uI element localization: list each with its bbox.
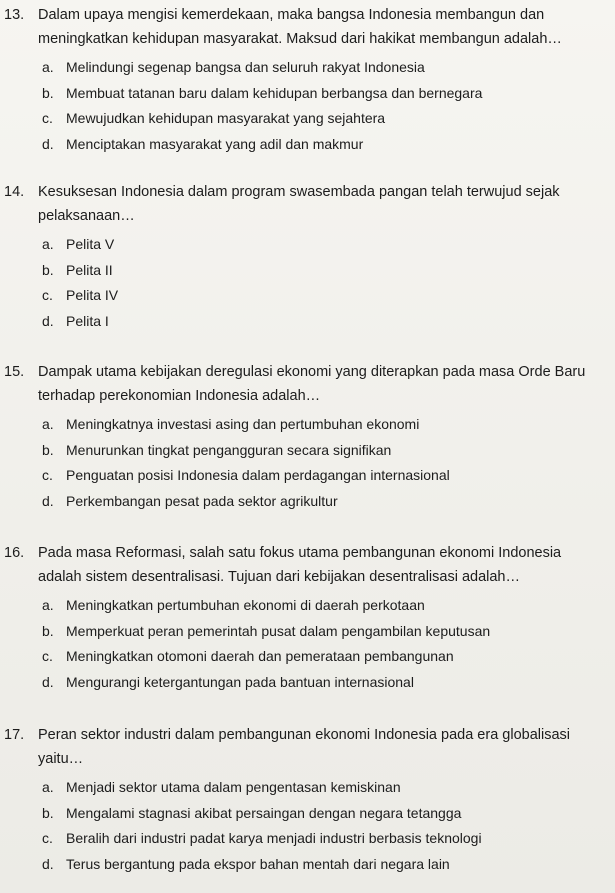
question-number: 16. xyxy=(4,545,25,561)
option-text: Pelita IV xyxy=(66,287,119,303)
answer-option-a[interactable] xyxy=(0,232,615,258)
question-13 xyxy=(0,3,615,157)
option-text: Membuat tatanan baru dalam kehidupan berbangsa dan bernegara xyxy=(66,84,483,101)
answer-option-c[interactable] xyxy=(0,463,615,489)
option-text: Menjadi sektor utama dalam pengentasan kemiskinan xyxy=(66,779,401,795)
answer-option-d[interactable] xyxy=(0,852,615,878)
question-text-line: Dalam upaya mengisi kemerdekaan, maka bangsa Indonesia membangun dan xyxy=(38,7,545,23)
question-text-line: Dampak utama kebijakan deregulasi ekonomi yang diterapkan pada masa Orde Baru xyxy=(38,364,586,380)
answer-options xyxy=(0,412,615,514)
option-text: Meningkatkan otomoni daerah dan pemerataan pembangunan xyxy=(66,648,454,664)
question-14 xyxy=(0,180,615,334)
option-text: Beralih dari industri padat karya menjadi industri berbasis teknologi xyxy=(66,830,482,846)
option-text: Pelita I xyxy=(66,312,109,329)
question-number: 15. xyxy=(4,364,25,380)
option-letter: a. xyxy=(42,59,54,75)
question-16 xyxy=(0,541,615,695)
option-letter: b. xyxy=(42,441,54,458)
answer-option-d[interactable] xyxy=(0,309,615,335)
question-stem xyxy=(0,723,615,771)
question-text-line: Pada masa Reformasi, salah satu fokus utama pembangunan ekonomi Indonesia xyxy=(38,545,562,561)
option-letter: a. xyxy=(42,416,54,432)
question-text-line: Kesuksesan Indonesia dalam program swasembada pangan telah terwujud sejak xyxy=(38,184,560,200)
question-text-line: adalah sistem desentralisasi. Tujuan dari kebijakan desentralisasi adalah… xyxy=(38,569,520,585)
answer-option-c[interactable] xyxy=(0,106,615,132)
question-15 xyxy=(0,360,615,514)
question-text-line: Peran sektor industri dalam pembangunan ekonomi Indonesia pada era globalisasi xyxy=(38,727,571,743)
answer-option-d[interactable] xyxy=(0,132,615,158)
question-17 xyxy=(0,723,615,877)
answer-option-c[interactable] xyxy=(0,826,615,852)
answer-options xyxy=(0,232,615,334)
answer-options xyxy=(0,593,615,695)
option-text: Pelita V xyxy=(66,236,115,252)
question-stem xyxy=(0,541,615,589)
option-letter: a. xyxy=(42,779,54,795)
option-letter: b. xyxy=(42,261,54,278)
option-letter: c. xyxy=(42,830,53,846)
question-text-line: yaitu… xyxy=(38,751,84,767)
answer-option-a[interactable] xyxy=(0,775,615,801)
option-letter: d. xyxy=(42,135,54,152)
option-text: Meningkatnya investasi asing dan pertumbuhan ekonomi xyxy=(66,416,420,432)
question-stem xyxy=(0,3,615,51)
option-text: Penguatan posisi Indonesia dalam perdagangan internasional xyxy=(66,467,450,483)
answer-option-d[interactable] xyxy=(0,670,615,696)
answer-options xyxy=(0,55,615,157)
option-letter: d. xyxy=(42,855,54,872)
option-letter: d. xyxy=(42,492,54,509)
option-letter: a. xyxy=(42,236,54,252)
option-text: Melindungi segenap bangsa dan seluruh rakyat Indonesia xyxy=(66,59,425,75)
question-number: 13. xyxy=(4,7,25,23)
option-text: Meningkatkan pertumbuhan ekonomi di daerah perkotaan xyxy=(66,597,425,613)
option-letter: c. xyxy=(42,110,53,126)
question-stem xyxy=(0,360,615,408)
option-letter: b. xyxy=(42,804,54,821)
question-text-line: terhadap perekonomian Indonesia adalah… xyxy=(38,388,321,404)
answer-option-b[interactable] xyxy=(0,438,615,464)
answer-option-b[interactable] xyxy=(0,619,615,645)
option-letter: c. xyxy=(42,648,53,664)
question-number: 17. xyxy=(4,727,25,743)
option-text: Terus bergantung pada ekspor bahan mentah dari negara lain xyxy=(66,855,450,872)
answer-option-b[interactable] xyxy=(0,81,615,107)
option-letter: a. xyxy=(42,597,54,613)
answer-option-a[interactable] xyxy=(0,55,615,81)
option-letter: c. xyxy=(42,467,53,483)
option-letter: d. xyxy=(42,673,54,690)
option-text: Menurunkan tingkat pengangguran secara signifikan xyxy=(66,441,392,458)
answer-option-d[interactable] xyxy=(0,489,615,515)
option-letter: d. xyxy=(42,312,54,329)
answer-option-a[interactable] xyxy=(0,412,615,438)
question-text-line: pelaksanaan… xyxy=(38,208,135,224)
answer-option-b[interactable] xyxy=(0,801,615,827)
option-text: Mengalami stagnasi akibat persaingan dengan negara tetangga xyxy=(66,804,462,821)
question-stem xyxy=(0,180,615,228)
option-text: Mengurangi ketergantungan pada bantuan internasional xyxy=(66,673,414,690)
option-text: Pelita II xyxy=(66,261,113,278)
answer-option-c[interactable] xyxy=(0,644,615,670)
option-text: Perkembangan pesat pada sektor agrikultur xyxy=(66,492,338,509)
question-number: 14. xyxy=(4,184,25,200)
answer-option-b[interactable] xyxy=(0,258,615,284)
answer-option-a[interactable] xyxy=(0,593,615,619)
option-text: Menciptakan masyarakat yang adil dan makmur xyxy=(66,135,364,152)
option-letter: c. xyxy=(42,287,53,303)
question-text-line: meningkatkan kehidupan masyarakat. Maksud dari hakikat membangun adalah… xyxy=(38,31,562,47)
answer-option-c[interactable] xyxy=(0,283,615,309)
option-text: Memperkuat peran pemerintah pusat dalam pengambilan keputusan xyxy=(66,622,491,639)
option-letter: b. xyxy=(42,84,54,101)
answer-options xyxy=(0,775,615,877)
option-letter: b. xyxy=(42,622,54,639)
option-text: Mewujudkan kehidupan masyarakat yang sejahtera xyxy=(66,110,386,126)
